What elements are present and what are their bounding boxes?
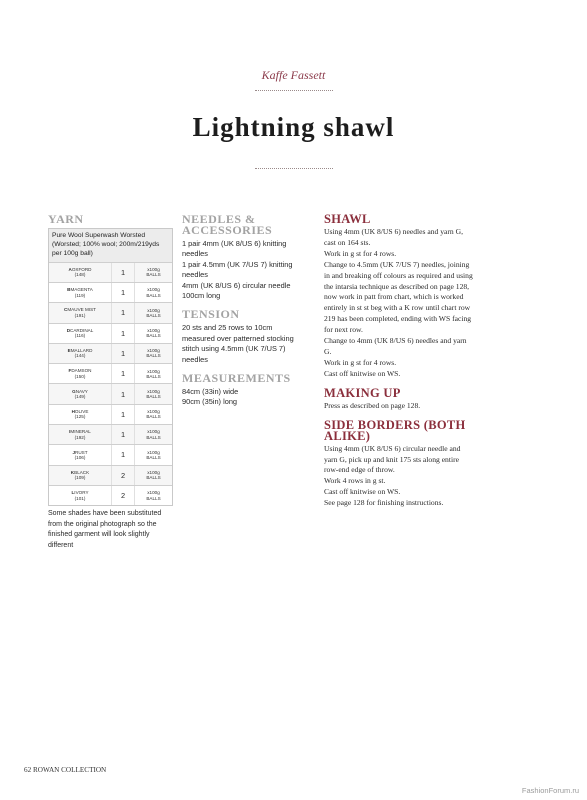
yarn-unit-weight: x100g [147,470,160,476]
yarn-unit-balls: BALLS [146,454,161,460]
yarn-colour-name [49,450,111,461]
yarn-colour-unit [135,287,172,297]
yarn-colour-letter: H [71,408,75,414]
yarn-unit-weight: x100g [147,490,160,496]
yarn-colour-qty: 1 [111,445,135,464]
shawl-line: Using 4mm (UK 8/US 6) needles and yarn G, cast on 164 sts. [324,227,463,247]
instructions-column [324,214,474,513]
yarn-colour-qty: 1 [111,263,135,282]
yarn-colour-label: IVORY [74,490,89,496]
yarn-colour-qty: 1 [111,344,135,363]
needles-line: 1 pair 4mm (UK 8/US 6) knitting needles [182,239,287,259]
yarn-colour-row [49,485,172,505]
details-column [182,214,307,412]
yarn-colour-row [49,404,172,424]
making-up-section [324,385,474,412]
yarn-unit-weight: x100g [147,449,160,455]
yarn-colour-letter: J [72,449,76,455]
shawl-heading: SHAWL [324,212,371,226]
yarn-unit-balls: BALLS [146,434,161,440]
yarn-colour-code: (101) [74,495,86,501]
shawl-line: Work in g st for 4 rows. [324,357,397,367]
yarn-colour-letter: B [67,287,71,293]
yarn-unit-balls: BALLS [146,312,161,318]
yarn-colour-name [49,368,111,379]
yarn-colour-letter: K [70,469,75,475]
shawl-line: Change to 4.5mm (UK 7/US 7) needles, joining in and breaking off colours as required and using the intarsia technique as described on page 128, now work in patt from chart, which is worked entirely in st st beg with a K row until chart row 219 has been completed, ending with WS facing for next row. [324,259,473,335]
page-title: Lightning shawl [192,112,395,142]
yarn-unit-weight: x100g [147,409,160,415]
yarn-colour-unit [135,369,172,379]
yarn-colour-code: (192) [74,434,86,440]
needles-line: 1 pair 4.5mm (UK 7/US 7) knitting needles [182,259,293,280]
yarn-colour-name [49,490,111,501]
yarn-colour-letter: I [69,429,71,435]
making-up-text: Press as described on page 128. [324,400,421,410]
tension-text: 20 sts and 25 rows to 10cm measured over patterned stocking stitch using 4.5mm (UK 7/US 7) needles [182,323,294,364]
yarn-colour-qty: 1 [111,283,135,302]
designer-name: Kaffe Fassett [261,68,326,82]
yarn-colour-unit [135,348,172,358]
yarn-colour-name [49,470,111,481]
measurements-section [182,373,307,408]
yarn-colour-row [49,383,172,403]
yarn-unit-weight: x100g [147,287,160,293]
yarn-colour-name [49,409,111,420]
yarn-colour-row [49,424,172,444]
yarn-colour-code: (144) [74,353,86,359]
yarn-colour-row [49,465,172,485]
shawl-line: Work in g st for 4 rows. [324,248,397,258]
tension-heading: TENSION [182,307,240,322]
yarn-colour-code: (149) [74,394,86,400]
yarn-colour-code: (191) [74,312,86,318]
yarn-colour-label: BLACK [74,469,90,475]
making-up-heading: MAKING UP [324,385,401,400]
yarn-colour-unit [135,490,172,500]
yarn-rows [49,262,172,506]
yarn-colour-name [49,389,111,400]
yarn-colour-unit [135,470,172,480]
side-borders-line: Using 4mm (UK 8/US 6) circular needle and yarn G, pick up and knit 175 sts along entire row-end edge of throw. [324,443,461,475]
measurement-line: 90cm (35in) long [182,397,238,407]
yarn-unit-weight: x100g [147,327,160,333]
title-divider [255,168,333,169]
yarn-colour-unit [135,328,172,338]
yarn-colour-label: RUST [75,449,88,455]
yarn-colour-row [49,302,172,322]
yarn-colour-qty: 1 [111,425,135,444]
side-borders-line: See page 128 for finishing instructions. [324,498,444,508]
yarn-colour-qty: 1 [111,303,135,322]
yarn-colour-row [49,262,172,282]
yarn-colour-name [49,287,111,298]
yarn-unit-weight: x100g [147,429,160,435]
yarn-unit-weight: x100g [147,388,160,394]
yarn-colour-qty: 1 [111,405,135,424]
yarn-colour-label: NAVY [75,388,88,394]
needles-section [182,214,307,301]
yarn-colour-code: (119) [74,292,86,298]
yarn-colour-name [49,328,111,339]
yarn-colour-code: (125) [74,414,86,420]
yarn-colour-label: CARDINAL [70,327,94,333]
yarn-colour-letter: L [71,490,75,496]
yarn-colour-row [49,363,172,383]
yarn-colour-qty: 2 [111,486,135,505]
yarn-colour-unit [135,308,172,318]
yarn-colour-code: (150) [74,373,86,379]
yarn-colour-label: OXFORD [71,266,92,272]
yarn-heading: YARN [48,212,84,226]
side-borders-line: Work 4 rows in g st. [324,476,386,486]
shawl-section [324,214,474,380]
yarn-colour-name [49,429,111,440]
yarn-colour-qty: 1 [111,324,135,343]
yarn-unit-balls: BALLS [146,373,161,379]
yarn-unit-balls: BALLS [146,394,161,400]
yarn-colour-qty: 1 [111,384,135,403]
yarn-colour-row [49,282,172,302]
yarn-colour-unit [135,450,172,460]
side-borders-heading: SIDE BORDERS (BOTH ALIKE) [324,417,466,443]
side-borders-line: Cast off knitwise on WS. [324,487,401,497]
needles-heading: NEEDLES & ACCESSORIES [182,212,273,237]
yarn-colour-qty: 1 [111,364,135,383]
yarn-colour-letter: A [68,266,72,272]
designer-divider [255,90,333,91]
yarn-colour-label: MINERAL [70,429,91,435]
yarn-colour-code: (109) [74,475,86,481]
yarn-unit-weight: x100g [147,348,160,354]
yarn-unit-weight: x100g [147,307,160,313]
measurements-heading: MEASUREMENTS [182,371,291,386]
yarn-colour-qty: 2 [111,466,135,485]
yarn-unit-balls: BALLS [146,495,161,501]
yarn-column [48,214,172,552]
yarn-unit-balls: BALLS [146,353,161,359]
yarn-colour-code: (148) [74,272,86,278]
tension-section [182,309,307,365]
page-footer: 62 ROWAN COLLECTION [24,766,107,774]
yarn-unit-balls: BALLS [146,475,161,481]
yarn-colour-row [49,444,172,464]
yarn-colour-name [49,348,111,359]
yarn-colour-label: MAGENTA [70,287,93,293]
yarn-colour-label: MAUVE MIST [67,307,96,313]
yarn-unit-balls: BALLS [146,292,161,298]
yarn-unit-balls: BALLS [146,333,161,339]
measurement-line: 84cm (33in) wide [182,387,239,397]
yarn-unit-weight: x100g [147,368,160,374]
yarn-colour-letter: G [72,388,76,394]
yarn-colour-name [49,307,111,318]
yarn-note: Some shades have been substituted from the original photograph so the finished garment will look slightly different [48,510,162,549]
yarn-colour-letter: F [68,368,72,374]
yarn-unit-balls: BALLS [146,272,161,278]
shawl-line: Cast off knitwise on WS. [324,368,401,378]
yarn-table [48,228,173,506]
yarn-colour-label: DAMSON [71,368,92,374]
yarn-colour-unit [135,267,172,277]
yarn-colour-letter: C [64,307,68,313]
shawl-line: Change to 4mm (UK 8/US 6) needles and yarn G. [324,336,467,356]
yarn-colour-letter: D [66,327,71,333]
yarn-colour-label: MALLARD [70,348,93,354]
yarn-unit-balls: BALLS [146,414,161,420]
yarn-colour-unit [135,389,172,399]
yarn-colour-label: OLIVE [74,408,89,414]
needles-line: 4mm (UK 8/US 6) circular needle 100cm long [182,280,291,301]
yarn-colour-row [49,323,172,343]
yarn-colour-row [49,343,172,363]
yarn-colour-unit [135,409,172,419]
yarn-colour-code: (116) [74,333,86,339]
side-borders-section [324,417,474,509]
yarn-unit-weight: x100g [147,267,160,273]
yarn-colour-name [49,267,111,278]
yarn-colour-code: (106) [74,454,86,460]
yarn-colour-letter: E [67,348,71,354]
watermark: FashionForum.ru [521,786,579,795]
yarn-colour-unit [135,429,172,439]
yarn-description: Pure Wool Superwash Worsted (Worsted; 100% wool; 200m/219yds per 100g ball) [49,229,172,262]
